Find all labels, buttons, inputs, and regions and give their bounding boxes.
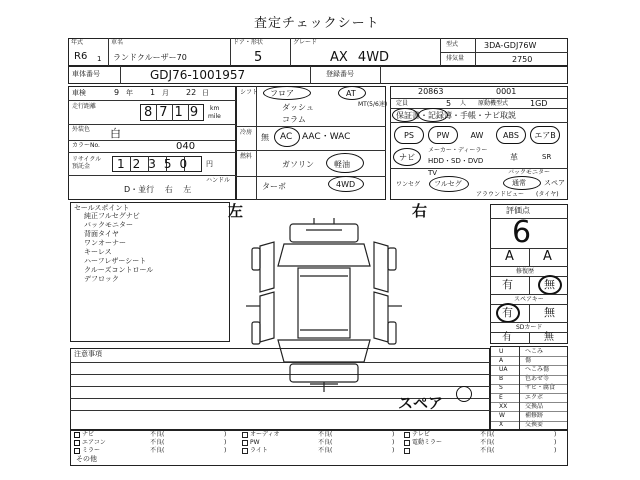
footer-defect-open: 不良( bbox=[318, 431, 333, 438]
sales-item: デフロック bbox=[84, 275, 119, 283]
displacement-value: 2750 bbox=[512, 55, 533, 64]
at-option: AT bbox=[346, 89, 356, 98]
footer-defect-close: ) bbox=[224, 447, 227, 454]
footer-checkbox[interactable] bbox=[404, 432, 410, 438]
footer-defect-close: ) bbox=[554, 447, 557, 454]
diagram-right-rear-door bbox=[374, 292, 388, 342]
docs-options: 保証書・記録簿・手帳・ナビ取説 bbox=[396, 111, 516, 120]
sheet-title: 査定チェックシート bbox=[254, 16, 380, 31]
engine-value: 1GD bbox=[530, 99, 548, 108]
legend-code: W bbox=[499, 411, 505, 419]
ac-circle bbox=[274, 127, 300, 147]
mt-label: MT(5/6速) bbox=[358, 101, 388, 108]
diesel-circle bbox=[326, 153, 364, 173]
footer-checkbox[interactable] bbox=[242, 432, 248, 438]
floor-option: フロア bbox=[270, 89, 294, 98]
ac-none: 無 bbox=[261, 133, 269, 142]
sales-item: ハーフレザーシート bbox=[84, 257, 147, 265]
inspection-day: 22 bbox=[186, 88, 197, 97]
floor-circle bbox=[263, 86, 311, 100]
gasoline-option: ガソリン bbox=[282, 160, 314, 169]
footer-item-label: ライト bbox=[250, 447, 268, 454]
diagram-left-rear-door bbox=[260, 292, 274, 342]
legend-code: A bbox=[499, 356, 504, 364]
doors-label: ドア・形状 bbox=[233, 39, 263, 46]
diesel-option: 軽油 bbox=[334, 160, 350, 169]
vin-value: GDJ76-1001957 bbox=[150, 68, 246, 82]
year-value: R6 bbox=[74, 51, 88, 62]
inspection-year: 9 bbox=[114, 88, 120, 97]
diagram-tailgate bbox=[290, 364, 358, 382]
sales-item: クルーズコントロール bbox=[84, 266, 154, 274]
equip-2: PW bbox=[428, 126, 458, 144]
mileage-value: 8719 bbox=[144, 105, 206, 120]
footer-defect-close: ) bbox=[392, 431, 395, 438]
sr-option: SR bbox=[542, 153, 552, 161]
code-2: 0001 bbox=[496, 87, 517, 96]
sales-item: 背面タイヤ bbox=[84, 230, 119, 238]
sparekey-ari: 有 bbox=[502, 306, 513, 319]
sales-label: セールスポイント bbox=[74, 204, 130, 212]
footer-defect-open: 不良( bbox=[480, 447, 495, 454]
footer-item-label: ミラー bbox=[82, 447, 101, 454]
footer-defect-open: 不良( bbox=[480, 439, 495, 446]
handle-label: ハンドル bbox=[206, 177, 231, 184]
mileage-label: 走行距離 bbox=[72, 103, 97, 110]
navi-circle bbox=[393, 148, 421, 166]
color-no-label: カラーNo. bbox=[72, 142, 100, 149]
damage-legend bbox=[490, 346, 568, 430]
grade-label: グレード bbox=[293, 39, 318, 46]
diagram-right-rear-wheel bbox=[388, 322, 396, 344]
equip-3: AW bbox=[470, 130, 484, 140]
sparekey-nashi: 無 bbox=[544, 306, 555, 319]
legend-code: B bbox=[499, 375, 504, 383]
sd-ari: 有 bbox=[502, 332, 512, 343]
diagram-spare-label: スペア bbox=[398, 394, 444, 412]
footer-checkbox[interactable] bbox=[404, 440, 410, 446]
score-value: 6 bbox=[512, 215, 532, 250]
legend-meaning: へこみ傷 bbox=[525, 365, 550, 373]
docs-circle-1 bbox=[392, 108, 418, 122]
legend-meaning: 傷 bbox=[525, 356, 532, 364]
footer-checkbox[interactable] bbox=[404, 448, 410, 454]
diagram-rear-glass bbox=[278, 340, 370, 362]
model-value: 3DA-GDJ76W bbox=[484, 41, 537, 50]
footer-defect-close: ) bbox=[554, 431, 557, 438]
ac-other-options: AAC・WAC bbox=[302, 132, 351, 142]
footer-defect-open: 不良( bbox=[150, 439, 165, 446]
dash-option: ダッシュ bbox=[282, 103, 314, 112]
score-label: 評価点 bbox=[506, 206, 530, 215]
sd-nashi: 無 bbox=[544, 332, 554, 343]
diagram-left-label: 左 bbox=[228, 202, 244, 220]
footer-checkbox[interactable] bbox=[74, 440, 80, 446]
interior-grade: A bbox=[505, 249, 514, 264]
footer-defect-close: ) bbox=[392, 447, 395, 454]
inspection-month: 1 bbox=[150, 88, 156, 97]
repair-nashi: 無 bbox=[544, 278, 555, 291]
legend-meaning: 交換品 bbox=[525, 402, 544, 410]
navi-option: ナビ bbox=[399, 153, 415, 162]
legend-meaning: 色あせ等 bbox=[525, 375, 550, 383]
color-label: 外装色 bbox=[72, 126, 91, 133]
repair-nashi-circle bbox=[538, 275, 562, 295]
diagram-hood bbox=[290, 224, 358, 242]
footer-checkbox[interactable] bbox=[74, 448, 80, 454]
docs-circle-2 bbox=[418, 108, 448, 122]
footer-defect-open: 不良( bbox=[150, 431, 165, 438]
inspection-label: 車検 bbox=[72, 89, 86, 97]
year-label: 年式 bbox=[71, 39, 84, 46]
model-label: 型式 bbox=[446, 41, 459, 48]
legend-code: X bbox=[499, 421, 504, 429]
grade-value: AX 4WD bbox=[330, 50, 390, 65]
footer-checkbox[interactable] bbox=[74, 432, 80, 438]
notes-label: 注意事項 bbox=[74, 350, 102, 358]
footer-checkbox[interactable] bbox=[242, 440, 248, 446]
vin-label: 車体番号 bbox=[72, 70, 100, 78]
code-1: 20863 bbox=[418, 87, 444, 96]
carname-label: 車名 bbox=[111, 39, 124, 46]
footer-defect-close: ) bbox=[224, 439, 227, 446]
sparekey-ari-circle bbox=[496, 303, 520, 323]
footer-defect-close: ) bbox=[224, 431, 227, 438]
legend-meaning: 交換要 bbox=[525, 421, 544, 429]
4wd-circle bbox=[328, 176, 364, 192]
sales-item: ワンオーナー bbox=[84, 239, 126, 247]
footer-other: その他 bbox=[76, 455, 97, 463]
recycle-value: 12350 bbox=[117, 157, 196, 171]
legend-meaning: エクボ bbox=[525, 393, 544, 401]
legend-code: E bbox=[499, 393, 503, 401]
spare-mark bbox=[456, 386, 472, 402]
car-diagram bbox=[244, 218, 404, 394]
repair-ari: 有 bbox=[502, 278, 513, 291]
sales-item: 純正フルセグナビ bbox=[84, 212, 140, 220]
at-circle bbox=[338, 86, 366, 100]
legend-code: UA bbox=[499, 365, 508, 373]
footer-item-label: 電動ミラー bbox=[412, 439, 443, 446]
color-value: 白 bbox=[110, 127, 121, 140]
diagram-left-front-wheel bbox=[252, 248, 260, 270]
capacity-value: 5 bbox=[446, 99, 452, 108]
month-value: 1 bbox=[97, 55, 102, 63]
color-no-value: 040 bbox=[176, 141, 196, 152]
footer-defect-open: 不良( bbox=[318, 447, 333, 454]
diagram-left-front-door bbox=[260, 242, 274, 292]
fullseg-option: フルセグ bbox=[434, 180, 462, 188]
footer-item-label: テレビ bbox=[412, 431, 430, 438]
normal-option: 通常 bbox=[512, 179, 526, 187]
diagram-roof bbox=[298, 268, 350, 338]
sales-item: キーレス bbox=[84, 248, 112, 256]
diagram-windshield bbox=[278, 244, 370, 266]
footer-defect-open: 不良( bbox=[318, 439, 333, 446]
leather-option: 革 bbox=[510, 153, 518, 162]
normal-circle bbox=[503, 176, 541, 190]
footer-item-label: ナビ bbox=[82, 431, 95, 438]
fuel-label: 燃料 bbox=[240, 153, 253, 160]
footer-checkbox[interactable] bbox=[242, 448, 248, 454]
handle-options: D・並行 右 左 bbox=[124, 185, 192, 194]
footer-defect-close: ) bbox=[392, 439, 395, 446]
displacement-label: 排気量 bbox=[446, 55, 465, 62]
column-option: コラム bbox=[282, 115, 306, 124]
recycle-label: リサイクル 預託金 bbox=[72, 156, 102, 171]
legend-meaning: 補修跡 bbox=[525, 411, 544, 419]
fullseg-circle bbox=[429, 176, 469, 192]
legend-meaning: サビ・腐食 bbox=[525, 384, 556, 392]
legend-code: XX bbox=[499, 402, 508, 410]
equip-1: PS bbox=[394, 126, 424, 144]
ac-label: 冷房 bbox=[240, 129, 253, 136]
exterior-grade: A bbox=[543, 249, 552, 264]
diagram-right-label: 右 bbox=[412, 202, 428, 220]
shift-label: シフト bbox=[240, 89, 259, 96]
footer-defect-open: 不良( bbox=[150, 447, 165, 454]
footer-item-label: エアコン bbox=[82, 439, 106, 446]
turbo-option: ターボ bbox=[262, 182, 286, 191]
legend-meaning: へこみ bbox=[525, 347, 544, 355]
doors-value: 5 bbox=[254, 50, 263, 65]
sales-item: バックモニター bbox=[84, 221, 133, 229]
diagram-right-front-wheel bbox=[388, 248, 396, 270]
equip-4: ABS bbox=[496, 126, 526, 144]
equip-5: エアB bbox=[530, 126, 560, 144]
footer-item-label: PW bbox=[250, 439, 260, 446]
legend-code: S bbox=[499, 384, 503, 392]
legend-code: U bbox=[499, 347, 504, 355]
footer-defect-close: ) bbox=[554, 439, 557, 446]
header-row-2 bbox=[68, 66, 568, 84]
reg-label: 登録番号 bbox=[326, 70, 354, 78]
ac-option: AC bbox=[280, 132, 293, 142]
footer-defect-open: 不良( bbox=[480, 431, 495, 438]
diagram-right-front-door bbox=[374, 242, 388, 292]
diagram-left-rear-wheel bbox=[252, 322, 260, 344]
equipment-row bbox=[394, 126, 566, 144]
carname-value: ランドクルーザー70 bbox=[113, 53, 187, 62]
4wd-option: 4WD bbox=[336, 180, 356, 189]
footer-item-label: オーディオ bbox=[250, 431, 280, 438]
